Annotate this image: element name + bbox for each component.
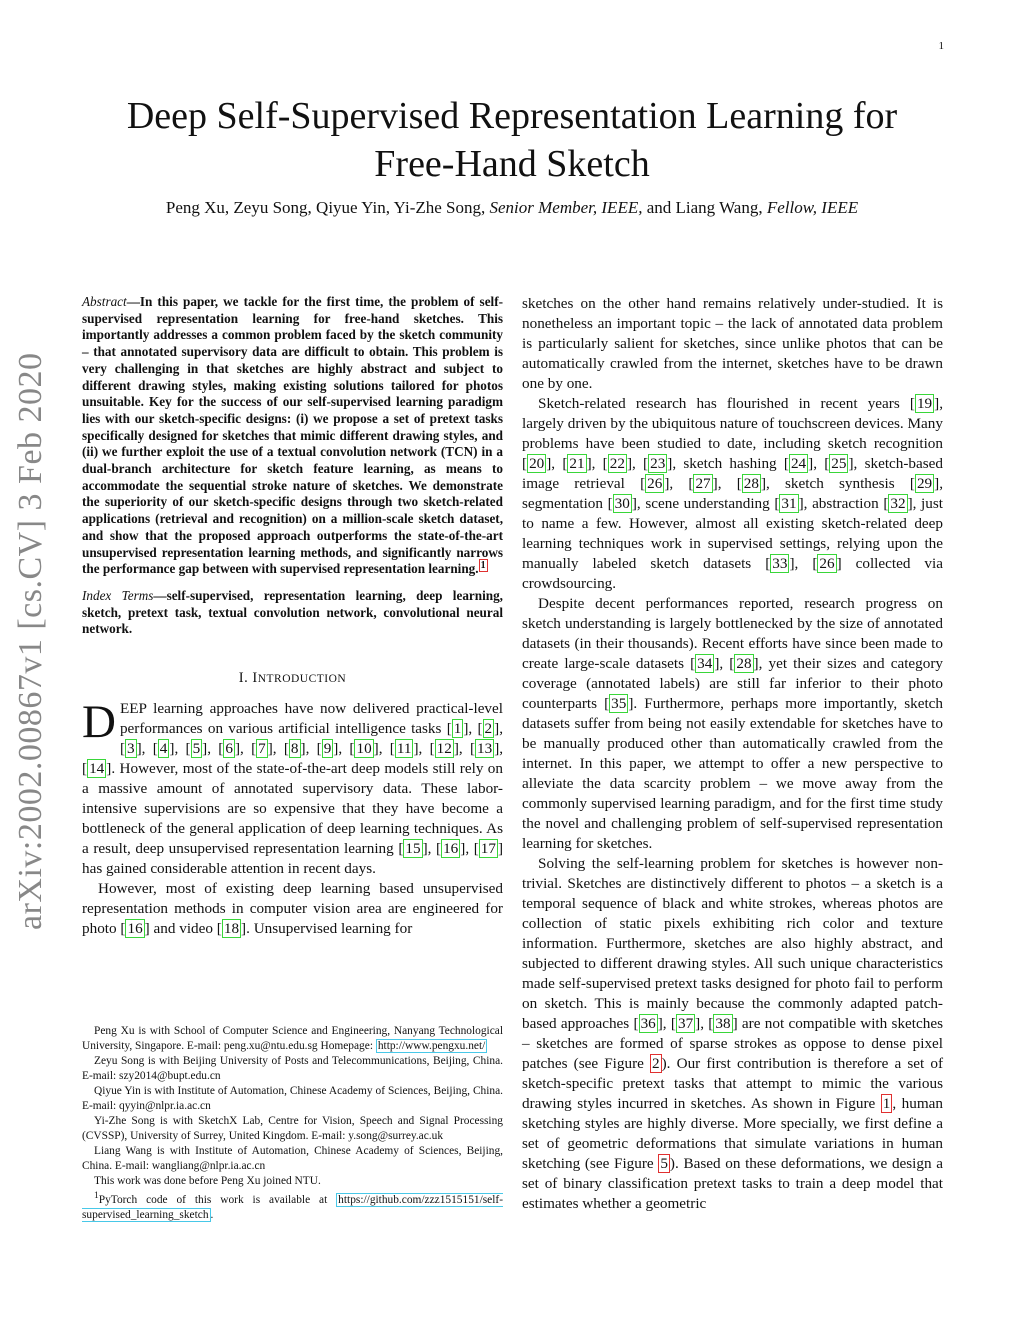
footnotes [82, 1024, 503, 1223]
citation-link[interactable]: 21 [569, 455, 585, 472]
author-role: Senior Member, IEEE, [489, 198, 643, 217]
body-text: are not compatible with sketches – sketches are formed of sparse strokes as oppose to dense pixel patches (see Figure [522, 1015, 944, 1072]
author-list [0, 198, 1024, 218]
body-text: Sketch-related research has flourished in recent years [538, 395, 910, 412]
figure-link[interactable]: 2 [652, 1055, 660, 1072]
footnote-link[interactable]: 1 [480, 559, 486, 571]
footnote-affiliation: Zeyu Song is with Beijing University of Posts and Telecommunications, Beijing, China. E-mail: szy2014@bupt.edu.cn [82, 1055, 503, 1082]
title-line-2: Free-Hand Sketch [374, 143, 650, 185]
citation-link[interactable]: 20 [529, 455, 545, 472]
body-paragraph: Sketch-related research has flourished in recent years [ 19 ], largely driven by the ubiquitous nature of touchscreen devices. Many problems have been studied to date, including sketch recognition [ 20 ], [ 21 ], [ 22 ], [ 23 ], sketch hashing [ 24 ], [ 25 ], sketch-based image retrieval [ 26 ], [ 27 ], [ 28 ], sketch synthesis [ 29 ], segmentation [ 30 ], scene understanding [ 31 ], abstraction [ 32 ], just to name a few. However, almost all existing sketch-related deep learning techniques work in supervised settings, relying upon the manually labeled sketch datasets [ 33 ], [ 26 ] collected via crowdsourcing. [522, 395, 944, 592]
citation-group: [ 15 ], [ 16 ], [ 17 ] [398, 840, 504, 858]
citation-link[interactable]: 12 [436, 740, 452, 758]
citation-link[interactable]: 3 [127, 740, 135, 758]
citation-link[interactable]: 26 [819, 555, 835, 572]
intro-text: EEP learning approaches have now delivered practical-level performances on various artificial intelligence tasks [119, 700, 503, 738]
body-text: , scene understanding [636, 495, 775, 512]
citation-link[interactable]: 23 [650, 455, 666, 472]
abstract-label: Abstract [82, 294, 127, 309]
body-text: Solving the self-learning problem for sketches is however non-trivial. Sketches are distinctively different to photos – a sketch is a temporal sequence of black and white strokes, whereas photos are collection of static pixels exhibiting rich color and texture information. Furthermore, sketches are also highly abstract, and subjected to different drawing styles. All such unique characteristics made self-supervised pretext tasks designed for photo fail to perform on sketch. This is mainly because the commonly adapted patch-based approaches [522, 855, 943, 1032]
citation-link[interactable]: 22 [609, 455, 625, 472]
authors-text: and Liang Wang, [642, 198, 767, 217]
footnote-affiliation [82, 1024, 503, 1054]
body-text: , sketch synthesis [766, 475, 910, 492]
footnote-code [82, 1189, 503, 1223]
body-text: , yet their sizes and category coverage (annotated labels) are still far inferior to their photo counterparts [522, 655, 943, 712]
citation-link[interactable]: 7 [258, 740, 266, 758]
body-text: ). Based on these deformations, we design a set of binary classification pretext tasks to train a deep model that estimates whether a geometric [522, 1155, 944, 1212]
section-title [252, 670, 346, 686]
footnote-text: . [210, 1208, 214, 1221]
citation-link[interactable]: 19 [916, 395, 933, 412]
citation-link[interactable]: 16 [127, 920, 143, 938]
code-link[interactable]: https://github.com/zzz1515151/self-supervised_learning_sketch [82, 1193, 503, 1221]
intro-text: . However, most of the state-of-the-art deep models still rely on a massive amount of annotated supervisory data. These labor-intensive supervisions are so expensive that they have become a bottleneck of the general application of deep learning techniques. As a result, deep unsupervised representation learning [82, 760, 503, 858]
citation-link[interactable]: 28 [736, 655, 752, 672]
body-text: , sketch hashing [672, 455, 784, 472]
footnote-text: PyTorch code of this work is available at [98, 1193, 337, 1206]
section-heading [82, 668, 503, 689]
intro-paragraph-1 [82, 696, 504, 879]
page-number: 1 [938, 40, 944, 52]
citation-link[interactable]: 13 [477, 740, 493, 758]
citation-link[interactable]: 30 [614, 495, 630, 512]
citation-link[interactable]: 15 [405, 840, 421, 858]
citation-link[interactable]: 34 [697, 655, 713, 672]
body-text: , just to name a few. However, almost all existing sketch-related deep learning techniques work in supervised settings, relying upon the manually labeled sketch datasets [522, 495, 943, 572]
citation-link[interactable]: 2 [484, 720, 493, 738]
citation-link[interactable]: 10 [356, 740, 372, 758]
citation-link[interactable]: 25 [831, 455, 847, 472]
body-text: , largely driven by the ubiquitous nature of touchscreen devices. Many problems have been studied to date, including sketch recognition [522, 395, 943, 452]
title-line-1: Deep Self-Supervised Representation Learning for [126, 95, 898, 137]
footnote-affiliation: Yi-Zhe Song is with SketchX Lab, Centre for Vision, Speech and Signal Processing (CVSSP), University of Surrey, United Kingdom. E-mail: y.song@surrey.ac.uk [82, 1115, 503, 1142]
body-text: collected via crowdsourcing. [522, 555, 943, 592]
index-terms-text: —self-supervised, representation learning, deep learning, sketch, pretext task, textual convolution network, convolutional neural network. [82, 587, 503, 637]
footnote-mark: 1 [94, 1191, 99, 1201]
body-text: , sketch-based image retrieval [522, 455, 944, 492]
citation-link[interactable]: 4 [159, 740, 168, 758]
body-text: ). Our first contribution is therefore a set of sketch-specific pretext tasks that attempt to mimic the various drawing styles incurred in sketches. As shown in Figure [522, 1055, 943, 1112]
abstract [82, 294, 503, 578]
authors-text: Peng Xu, Zeyu Song, Qiyue Yin, Yi-Zhe Song, [165, 198, 490, 217]
citation-link[interactable]: 27 [695, 475, 711, 492]
citation-link[interactable]: 36 [640, 1015, 656, 1032]
citation-link[interactable]: 24 [790, 455, 807, 472]
citation-link[interactable]: 37 [677, 1015, 694, 1032]
citation-link[interactable]: 29 [916, 475, 933, 492]
citation-link[interactable]: 6 [225, 740, 233, 758]
body-text: , human sketching styles are highly diverse. More specially, we first define a set of geometric deformations that simulate variations in human sketching (see Figure [522, 1095, 943, 1172]
figure-link[interactable]: 1 [882, 1095, 891, 1112]
citation-link[interactable]: 5 [192, 740, 201, 758]
index-terms-label: Index Terms [82, 587, 154, 603]
right-column [522, 294, 943, 1214]
author-role: Fellow, IEEE [766, 198, 859, 217]
citation-link[interactable]: 31 [781, 495, 797, 512]
homepage-link[interactable]: http://www.pengxu.net/ [377, 1040, 486, 1052]
section-number: I. [238, 670, 249, 687]
citation-group: [ 1 ], [ 2 ], [ 3 ], [ 4 ], [ 5 ], [ 6 ], [ 7 ], [ 8 ], [ 9 ], [ 10 ], [ 11 ], [ 12 ], [ 13 ], [ 14 ] [82, 720, 504, 778]
intro-text: and video [149, 920, 217, 938]
paper-title [0, 92, 1024, 188]
left-column [82, 294, 503, 939]
citation-link[interactable]: 33 [772, 555, 788, 572]
citation-link[interactable]: 32 [890, 495, 906, 512]
footnote-text: Peng Xu is with School of Computer Science and Engineering, Nanyang Technological University, Singapore. E-mail: peng.xu@ntu.edu.sg Homepage: [82, 1025, 503, 1052]
figure-link[interactable]: 5 [660, 1155, 668, 1172]
citation-link[interactable]: 17 [480, 840, 496, 858]
index-terms [82, 588, 503, 638]
intro-text: However, most of existing deep learning based unsupervised representation methods in computer vision area are engineered for photo [82, 880, 503, 938]
footnote-note: This work was done before Peng Xu joined NTU. [94, 1175, 321, 1187]
body-paragraph: sketches on the other hand remains relatively under-studied. It is nonetheless an important topic – the lack of annotated data problem is particularly salient for sketches, since unlike photos that can be automatically crawled from the internet, sketches have to be drawn one by one. [522, 295, 943, 392]
intro-paragraph-2: However, most of existing deep learning based unsupervised representation methods in computer vision area are engineered for photo [ 16 ] and video [ 18 ]. Unsupervised learning for [82, 880, 503, 938]
body-paragraph: Solving the self-learning problem for sketches is however non-trivial. Sketches are distinctively different to photos – a sketch is a temporal sequence of black and white strokes, whereas photos are collection of static pixels exhibiting rich color and texture information. Furthermore, sketches are also highly abstract, and subjected to different drawing styles. All such unique characteristics made self-supervised pretext tasks designed for photo fail to perform on sketch. This is mainly because the commonly adapted patch-based approaches [ 36 ], [ 37 ], [ 38 ] are not compatible with sketches – sketches are formed of sparse strokes as oppose to dense pixel patches (see Figure 2 ). Our first contribution is therefore a set of sketch-specific pretext tasks that attempt to mimic the various drawing styles incurred in sketches. As shown in Figure 1 , human sketching styles are highly diverse. More specially, we first define a set of geometric deformations that simulate variations in human sketching (see Figure 5 ). Based on these deformations, we design a set of binary classification pretext tasks to train a deep model that estimates whether a geometric [522, 855, 944, 1212]
arxiv-stamp [8, 352, 49, 930]
abstract-text: —In this paper, we tackle for the first time, the problem of self-supervised representation learning for free-hand sketches. This importantly addresses a common problem faced by the sketch community – that annotated supervisory data are difficult to obtain. This problem is very challenging in that sketches are highly abstract and subject to different drawing styles, making existing solutions tailored for photos unsuitable. Key for the success of our self-supervised learning paradigm lies with our sketch-specific designs: (i) we propose a set of pretext tasks specifically designed for sketches that mimic different drawing styles, and (ii) we further exploit the use of a textual convolution network (TCN) in a dual-branch architecture for sketch feature learning, as means to accommodate the sequential stroke nature of sketches. We demonstrate the superiority of our sketch-specific designs through two sketch-related applications (retrieval and recognition) on a million-scale sketch dataset, and show that the proposed approach outperforms the state-of-the-art unsupervised representation learning methods, and significantly narrows the performance gap between with supervised representation learning. [82, 294, 503, 577]
drop-cap: D [82, 696, 116, 749]
citation-link[interactable]: 11 [396, 740, 412, 758]
body-text: , abstraction [803, 495, 884, 512]
body-text: , segmentation [522, 475, 943, 512]
body-text: Despite decent performances reported, research progress on sketch understanding is largely bottlenecked by the size of annotated datasets (in their thousands). Recent efforts have since been made to create large-scale datasets [522, 595, 943, 672]
citation-link[interactable]: 16 [443, 840, 459, 858]
citation-link[interactable]: 26 [647, 475, 663, 492]
citation-link[interactable]: 18 [223, 920, 240, 938]
intro-text: has gained considerable attention in recent days. [82, 860, 376, 878]
citation-link[interactable]: 35 [611, 695, 627, 712]
section-title-initial: I [252, 670, 258, 687]
citation-link[interactable]: 28 [743, 475, 759, 492]
body-text: . Furthermore, perhaps more importantly, sketch datasets suffer from being not easily extendable for sketches have to be manually produced other than automatically crawled from the internet. In this paper, we attempt to offer a new perspective to alleviate the data scarcity problem – we move away from the commonly supervised learning paradigm, and for the first time study the novel and challenging problem of self-supervised representation learning for sketches. [522, 695, 944, 852]
citation-link[interactable]: 1 [453, 720, 462, 738]
citation-link[interactable]: 38 [715, 1015, 731, 1032]
footnote-affiliation: Qiyue Yin is with Institute of Automation, Chinese Academy of Sciences, Beijing, China. E-mail: qyyin@nlpr.ia.ac.cn [82, 1085, 503, 1112]
citation-link[interactable]: 14 [89, 760, 105, 778]
citation-link[interactable]: 8 [290, 740, 299, 758]
footnote-affiliation: Liang Wang is with Institute of Automation, Chinese Academy of Sciences, Beijing, China. E-mail: wangliang@nlpr.ia.ac.cn [82, 1145, 503, 1172]
intro-text: . Unsupervised learning for [246, 920, 413, 938]
section-title-rest: NTRODUCTION [257, 673, 347, 686]
citation-link[interactable]: 9 [323, 740, 332, 758]
body-paragraph: Despite decent performances reported, research progress on sketch understanding is largely bottlenecked by the size of annotated datasets (in their thousands). Recent efforts have since been made to create large-scale datasets [ 34 ], [ 28 ], yet their sizes and category coverage (annotated labels) are still far inferior to their photo counterparts [ 35 ]. Furthermore, perhaps more importantly, sketch datasets suffer from being not easily extendable for sketches have to be manually produced other than automatically crawled from the internet. In this paper, we attempt to offer a new perspective to alleviate the data scarcity problem – we move away from the commonly supervised learning paradigm, and for the first time study the novel and challenging problem of self-supervised representation learning for sketches. [522, 595, 944, 852]
arxiv-id-text: arXiv:2002.00867v1 [cs.CV] 3 Feb 2020 [12, 352, 49, 930]
